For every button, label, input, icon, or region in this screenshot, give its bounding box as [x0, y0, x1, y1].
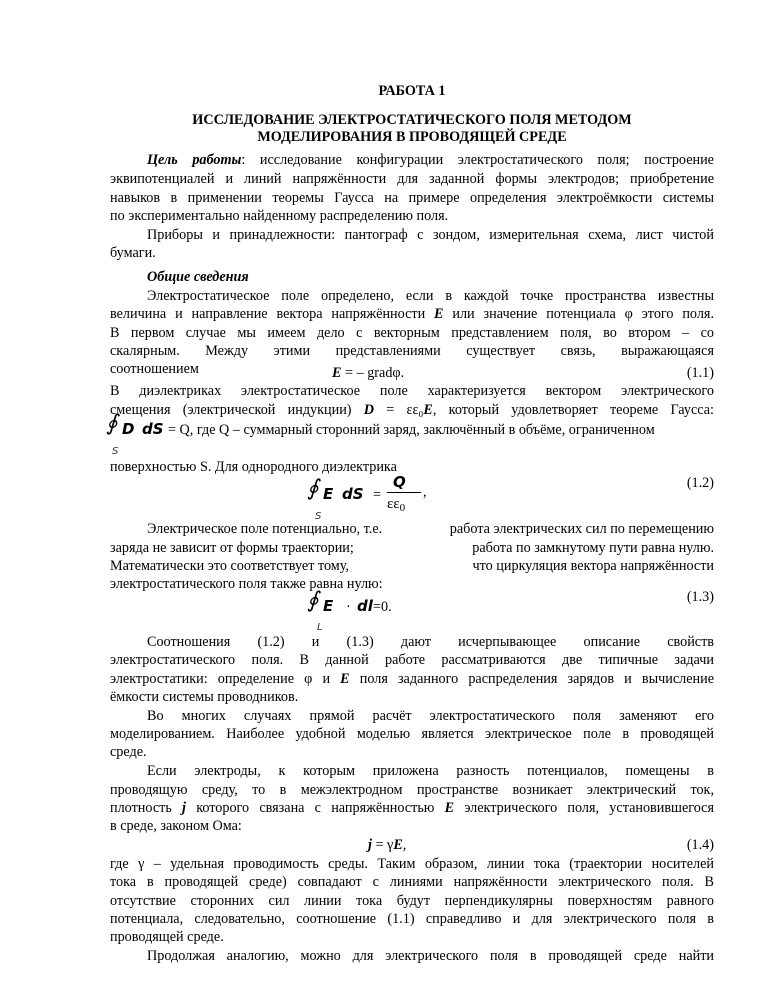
p7-line-2: тока в проводящей среде) совпадают с линиями напряжённости электрического поля. В [110, 874, 714, 890]
p4-line-3: электростатики: определение φ и E поля заданного распределения зарядов и вычисление [110, 671, 714, 687]
surface-integral-icon-2: ∮ [307, 476, 319, 501]
p7-line-4: потенциала, следовательно, соотношение (1.1) справедливо и для электрического поля в [110, 911, 714, 927]
p4-line-4: ёмкости системы проводников. [110, 689, 299, 705]
gauss-theorem-line: ∮ D dS = Q, где Q – суммарный сторонний заряд, заключённый в объёме, ограниченном S [106, 411, 655, 457]
goal-label: Цель работы [147, 152, 242, 168]
goal-line-4: по экспериментально найденному распределению поля. [110, 208, 449, 224]
goal-line-2: эквипотенциалей и линий напряжённости для заданной формы электродов; приобретение [110, 171, 714, 187]
equation-1-3: ∮ E · dl =0. L (1.3) [307, 588, 714, 633]
p6-line-3: плотность j которого связана с напряжённостью E электрического поля, установившегося [110, 800, 714, 816]
p1-line-5: соотношением [110, 361, 199, 377]
eq-number-1-2: (1.2) [686, 475, 714, 491]
fraction-bar [387, 492, 421, 493]
p7-line-5: проводящей среде. [110, 929, 224, 945]
eq-number-1-1: (1.1) [686, 365, 714, 381]
p6-line-2: проводящую среду, то в межэлектродном пространстве возникает электрический ток, [110, 782, 714, 798]
p7-line-1: где γ – удельная проводимость среды. Таким образом, линии тока (траектории носителей [110, 856, 714, 872]
devices-line-1: Приборы и принадлежности: пантограф с зондом, измерительная схема, лист чистой [147, 227, 714, 243]
eq-number-1-3: (1.3) [686, 589, 714, 605]
p4-line-2: электростатического поля. В данной работе рассматриваются две типичные задачи [110, 652, 714, 668]
title-line-2: МОДЕЛИРОВАНИЯ В ПРОВОДЯЩЕЙ СРЕДЕ [257, 129, 567, 145]
title-line-1: ИССЛЕДОВАНИЕ ЭЛЕКТРОСТАТИЧЕСКОГО ПОЛЯ МЕТОДОМ [192, 112, 632, 128]
goal-line-3: навыков в применении теоремы Гаусса на примере определения электроёмкости системы [110, 190, 714, 206]
p3-line-4: электростатического поля также равна нулю: [110, 576, 383, 592]
goal-text: : исследование конфигурации электростатического поля; построение [241, 152, 714, 168]
p5-line-3: среде. [110, 744, 147, 760]
p7-line-3: отсутствие сторонних сил линии тока будут перпендикулярны поверхностям равного [110, 893, 714, 909]
devices-line-2: бумаги. [110, 245, 156, 261]
goal-line-1 [147, 151, 714, 169]
p1-line-3: В первом случае мы имеем дело с векторным представлением поля, во втором – со [110, 325, 714, 341]
p6-line-4: в среде, законом Ома: [110, 818, 242, 834]
p1-line-4: скалярным. Между этими представлениями существует связь, выражающаяся [110, 343, 714, 359]
p5-line-2: моделированием. Наиболее удобной моделью является электрическое поле в проводящей [110, 726, 714, 742]
p1-line-1: Электростатическое поле определено, если в каждой точке пространства известны [147, 288, 714, 304]
section-title: Общие сведения [147, 269, 249, 285]
p1-line-2: величина и направление вектора напряжённости E или значение потенциала φ этого поля. [110, 306, 714, 322]
eq-number-1-4: (1.4) [686, 837, 714, 853]
equation-1-2: ∮ E dS = Q $\varepsilon\varepsilon_0$ , S (1.2) [307, 473, 714, 522]
fraction-denominator: $\varepsilon\varepsilon_0$ [387, 496, 406, 514]
p2-line-1: В диэлектриках электростатическое поле характеризуется вектором электрического [110, 383, 714, 399]
p5-line-1: Во многих случаях прямой расчёт электростатического поля заменяют его [147, 708, 714, 724]
p2-line-4: поверхностью S. Для однородного диэлектрика [110, 459, 397, 475]
surface-integral-icon: ∮ [106, 411, 118, 436]
p6-line-1: Если электроды, к которым приложена разность потенциалов, помещены в [147, 763, 714, 779]
p2-line-2: смещения (электрической индукции) D = εε₀E, который удовлетворяет теореме Гаусса: [110, 402, 714, 418]
p8-line-1: Продолжая аналогию, можно для электрического поля в проводящей среде найти [147, 948, 714, 964]
p4-line-1: Соотношения (1.2) и (1.3) дают исчерпывающее описание свойств [147, 634, 714, 650]
work-heading: РАБОТА 1 [378, 83, 446, 99]
line-integral-icon: ∮ [307, 588, 319, 613]
